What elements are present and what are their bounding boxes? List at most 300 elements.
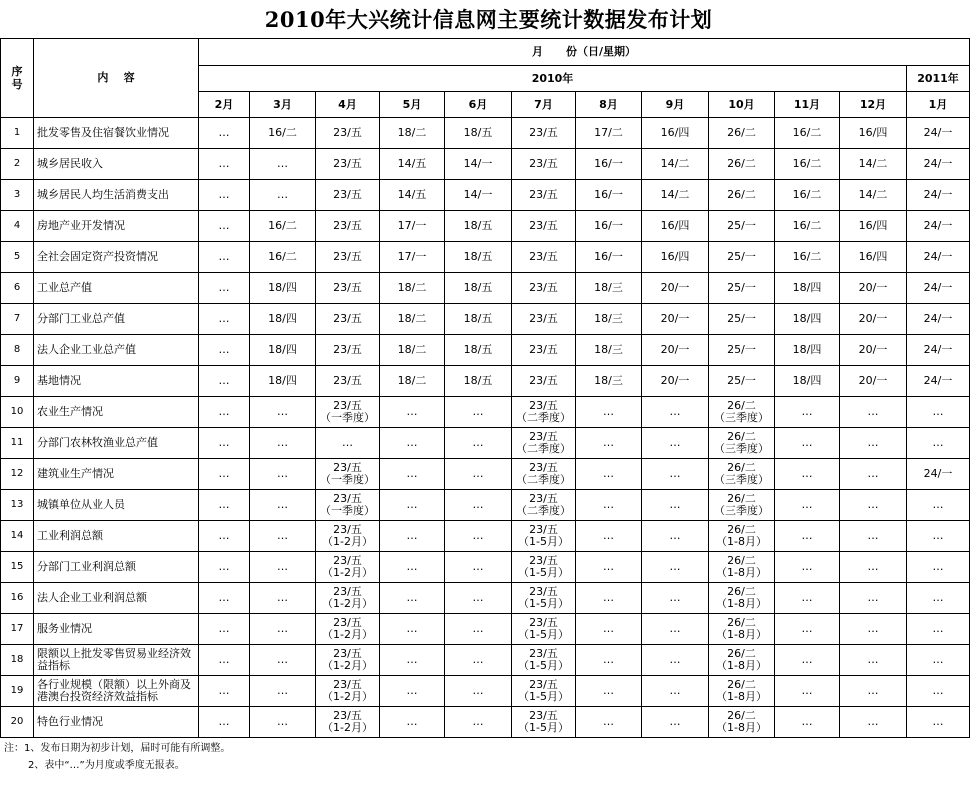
release-date: 16/四	[858, 250, 888, 263]
release-date: 23/五	[529, 399, 558, 412]
schedule-cell	[709, 707, 775, 738]
release-date: …	[218, 436, 230, 449]
release-date: …	[603, 715, 614, 728]
table-row	[1, 552, 970, 583]
release-date: 18/二	[397, 281, 427, 294]
schedule-cell	[316, 366, 380, 397]
schedule-cell	[907, 676, 970, 707]
schedule-cell	[380, 273, 445, 304]
schedule-cell	[199, 242, 250, 273]
release-date: 14/二	[660, 157, 690, 170]
release-date: 17/一	[397, 250, 427, 263]
row-content: 法人企业工业利润总额	[34, 583, 199, 614]
release-date: 24/一	[923, 188, 953, 201]
release-date: 23/五	[333, 312, 362, 325]
schedule-cell	[907, 149, 970, 180]
header-year-2010: 2010年	[199, 66, 907, 92]
release-date: 24/一	[923, 157, 953, 170]
schedule-cell	[840, 490, 907, 521]
table-row	[1, 180, 970, 211]
schedule-cell	[512, 366, 576, 397]
release-date: 23/五	[333, 399, 362, 412]
release-date: …	[277, 157, 288, 170]
release-date: 25/一	[727, 312, 756, 325]
release-date: …	[406, 653, 418, 666]
table-row	[1, 118, 970, 149]
row-seq: 4	[1, 211, 34, 242]
release-date: …	[406, 622, 418, 635]
schedule-cell	[709, 676, 775, 707]
release-date: …	[218, 405, 230, 418]
schedule-cell	[775, 459, 840, 490]
row-content: 分部门工业利润总额	[34, 552, 199, 583]
header-month: 3月	[250, 92, 316, 118]
header-month-group: 月 份（日/星期）	[199, 39, 970, 66]
row-content: 特色行业情况	[34, 707, 199, 738]
release-date: …	[603, 467, 614, 480]
release-date: …	[867, 622, 879, 635]
schedule-cell	[250, 366, 316, 397]
release-date: 18/三	[594, 374, 623, 387]
release-date: 23/五	[529, 188, 558, 201]
release-date: 26/二	[727, 585, 756, 598]
release-period: （1-8月）	[716, 566, 767, 579]
release-date: 16/四	[858, 219, 888, 232]
release-period: （1-2月）	[322, 566, 373, 579]
release-date: 23/五	[333, 616, 362, 629]
release-date: …	[218, 374, 230, 387]
release-period: （1-2月）	[322, 659, 373, 672]
release-date: …	[932, 529, 944, 542]
schedule-cell	[907, 583, 970, 614]
schedule-cell	[907, 397, 970, 428]
schedule-cell	[642, 614, 709, 645]
schedule-cell	[709, 428, 775, 459]
release-date: …	[603, 560, 614, 573]
release-date: …	[218, 498, 230, 511]
schedule-cell	[250, 521, 316, 552]
schedule-cell	[907, 521, 970, 552]
schedule-cell	[316, 583, 380, 614]
schedule-cell	[642, 583, 709, 614]
release-date: …	[218, 219, 230, 232]
release-period: （1-8月）	[716, 597, 767, 610]
schedule-cell	[775, 273, 840, 304]
schedule-cell	[775, 304, 840, 335]
row-seq: 18	[1, 645, 34, 676]
release-period: （二季度）	[516, 442, 571, 455]
schedule-cell	[445, 366, 512, 397]
schedule-cell	[642, 459, 709, 490]
header-month: 12月	[840, 92, 907, 118]
row-content: 基地情况	[34, 366, 199, 397]
release-date: 14/二	[858, 188, 888, 201]
schedule-cell	[840, 211, 907, 242]
schedule-cell	[316, 614, 380, 645]
release-date: 23/五	[333, 157, 362, 170]
release-date: 25/一	[727, 250, 756, 263]
schedule-cell	[576, 583, 642, 614]
schedule-cell	[642, 211, 709, 242]
schedule-cell	[199, 211, 250, 242]
row-content: 工业利润总额	[34, 521, 199, 552]
release-date: 20/一	[858, 343, 888, 356]
release-period: （1-5月）	[518, 628, 569, 641]
schedule-cell	[576, 149, 642, 180]
release-date: 25/一	[727, 281, 756, 294]
release-date: 26/二	[727, 492, 756, 505]
release-date: …	[669, 467, 681, 480]
header-month: 5月	[380, 92, 445, 118]
release-date: …	[472, 405, 484, 418]
release-date: …	[801, 653, 813, 666]
schedule-cell	[380, 459, 445, 490]
release-date: …	[277, 622, 288, 635]
schedule-cell	[642, 304, 709, 335]
row-seq: 2	[1, 149, 34, 180]
schedule-cell	[445, 583, 512, 614]
release-period: （1-8月）	[716, 690, 767, 703]
header-month: 7月	[512, 92, 576, 118]
schedule-cell	[576, 211, 642, 242]
header-month: 2月	[199, 92, 250, 118]
schedule-cell	[512, 149, 576, 180]
release-date: 16/二	[268, 219, 297, 232]
schedule-cell	[576, 490, 642, 521]
schedule-cell	[512, 614, 576, 645]
release-date: 23/五	[529, 461, 558, 474]
schedule-cell	[775, 490, 840, 521]
schedule-cell	[709, 521, 775, 552]
schedule-cell	[840, 428, 907, 459]
schedule-cell	[576, 459, 642, 490]
schedule-cell	[199, 645, 250, 676]
release-period: （二季度）	[516, 473, 571, 486]
release-date: 18/五	[463, 126, 493, 139]
schedule-cell	[907, 459, 970, 490]
row-content: 分部门工业总产值	[34, 304, 199, 335]
release-date: 14/一	[463, 157, 493, 170]
release-date: …	[867, 560, 879, 573]
release-date: …	[801, 591, 813, 604]
schedule-cell	[445, 242, 512, 273]
schedule-cell	[576, 118, 642, 149]
release-date: 18/四	[792, 374, 822, 387]
schedule-cell	[316, 149, 380, 180]
release-date: …	[669, 653, 681, 666]
schedule-cell	[445, 304, 512, 335]
table-row	[1, 521, 970, 552]
release-date: …	[603, 684, 614, 697]
row-seq: 10	[1, 397, 34, 428]
release-date: 24/一	[923, 343, 953, 356]
release-date: …	[277, 467, 288, 480]
release-date: 24/一	[923, 250, 953, 263]
release-date: …	[218, 467, 230, 480]
row-seq: 12	[1, 459, 34, 490]
release-date: …	[669, 405, 681, 418]
schedule-cell	[775, 614, 840, 645]
schedule-cell	[445, 614, 512, 645]
release-date: 20/一	[660, 374, 690, 387]
schedule-cell	[250, 490, 316, 521]
schedule-cell	[907, 552, 970, 583]
schedule-cell	[840, 645, 907, 676]
release-date: 23/五	[529, 157, 558, 170]
release-date: 18/四	[268, 374, 297, 387]
schedule-cell	[907, 614, 970, 645]
release-date: 26/二	[727, 430, 756, 443]
release-date: 25/一	[727, 219, 756, 232]
schedule-cell	[380, 614, 445, 645]
release-date: …	[277, 653, 288, 666]
release-date: …	[277, 436, 288, 449]
schedule-cell	[642, 428, 709, 459]
schedule-cell	[512, 335, 576, 366]
release-date: 23/五	[529, 374, 558, 387]
row-seq: 17	[1, 614, 34, 645]
schedule-cell	[380, 552, 445, 583]
schedule-cell	[380, 521, 445, 552]
schedule-cell	[907, 428, 970, 459]
release-date: 26/二	[727, 461, 756, 474]
header-year-2011: 2011年	[907, 66, 970, 92]
release-date: 26/二	[727, 554, 756, 567]
row-content: 分部门农林牧渔业总产值	[34, 428, 199, 459]
release-date: …	[277, 560, 288, 573]
release-date: …	[603, 436, 614, 449]
release-date: …	[801, 529, 813, 542]
schedule-cell	[250, 149, 316, 180]
schedule-cell	[445, 335, 512, 366]
schedule-cell	[380, 304, 445, 335]
release-date: 16/二	[792, 250, 822, 263]
table-row	[1, 614, 970, 645]
schedule-cell	[199, 118, 250, 149]
release-period: （1-8月）	[716, 721, 767, 734]
schedule-cell	[709, 614, 775, 645]
schedule-cell	[316, 335, 380, 366]
row-seq: 9	[1, 366, 34, 397]
schedule-cell	[250, 304, 316, 335]
table-row	[1, 397, 970, 428]
schedule-cell	[199, 521, 250, 552]
release-date: …	[218, 250, 230, 263]
release-date: …	[669, 498, 681, 511]
schedule-cell	[907, 180, 970, 211]
schedule-cell	[199, 304, 250, 335]
schedule-cell	[199, 552, 250, 583]
release-date: …	[932, 560, 944, 573]
schedule-cell	[250, 118, 316, 149]
release-date: …	[801, 405, 813, 418]
release-date: …	[342, 436, 353, 449]
schedule-cell	[576, 521, 642, 552]
schedule-cell	[840, 180, 907, 211]
release-date: 24/一	[923, 467, 953, 480]
release-date: 23/五	[529, 523, 558, 536]
release-date: 25/一	[727, 343, 756, 356]
release-date: …	[218, 529, 230, 542]
release-date: …	[867, 405, 879, 418]
release-date: …	[277, 591, 288, 604]
release-date: …	[603, 591, 614, 604]
schedule-cell	[576, 366, 642, 397]
release-date: …	[932, 684, 944, 697]
release-date: 23/五	[333, 219, 362, 232]
schedule-cell	[642, 149, 709, 180]
release-period: （1-2月）	[322, 597, 373, 610]
schedule-cell	[250, 459, 316, 490]
table-row	[1, 459, 970, 490]
schedule-cell	[775, 180, 840, 211]
row-content: 建筑业生产情况	[34, 459, 199, 490]
release-date: 24/一	[923, 219, 953, 232]
release-date: …	[406, 436, 418, 449]
release-date: …	[218, 560, 230, 573]
release-period: （一季度）	[320, 411, 375, 424]
schedule-cell	[642, 273, 709, 304]
row-content: 房地产业开发情况	[34, 211, 199, 242]
schedule-cell	[709, 118, 775, 149]
schedule-cell	[642, 397, 709, 428]
release-date: 23/五	[529, 126, 558, 139]
schedule-cell	[512, 397, 576, 428]
release-date: 23/五	[529, 616, 558, 629]
row-seq: 1	[1, 118, 34, 149]
schedule-cell	[445, 552, 512, 583]
schedule-cell	[775, 583, 840, 614]
release-date: 23/五	[333, 281, 362, 294]
schedule-cell	[576, 676, 642, 707]
schedule-cell	[316, 428, 380, 459]
release-date: 23/五	[333, 188, 362, 201]
release-date: …	[867, 653, 879, 666]
schedule-cell	[445, 676, 512, 707]
schedule-cell	[840, 397, 907, 428]
schedule-cell	[775, 521, 840, 552]
footnotes	[4, 740, 230, 774]
schedule-cell	[576, 614, 642, 645]
row-seq: 11	[1, 428, 34, 459]
schedule-cell	[775, 211, 840, 242]
schedule-cell	[512, 428, 576, 459]
schedule-cell	[709, 583, 775, 614]
row-seq: 16	[1, 583, 34, 614]
schedule-cell	[316, 707, 380, 738]
release-date: 14/二	[660, 188, 690, 201]
schedule-cell	[199, 397, 250, 428]
release-date: 23/五	[333, 374, 362, 387]
release-period: （三季度）	[714, 504, 769, 517]
schedule-cell	[840, 149, 907, 180]
row-content: 各行业规模（限额）以上外商及港澳台投资经济效益指标	[34, 676, 199, 707]
schedule-cell	[380, 707, 445, 738]
table-row	[1, 366, 970, 397]
release-date: 16/四	[858, 126, 888, 139]
release-date: 14/五	[397, 188, 427, 201]
schedule-cell	[709, 211, 775, 242]
release-date: …	[406, 684, 418, 697]
row-content: 全社会固定资产投资情况	[34, 242, 199, 273]
release-period: （三季度）	[714, 473, 769, 486]
schedule-cell	[380, 583, 445, 614]
release-date: …	[218, 715, 230, 728]
schedule-cell	[445, 521, 512, 552]
schedule-cell	[709, 304, 775, 335]
schedule-cell	[775, 335, 840, 366]
schedule-cell	[250, 645, 316, 676]
footnote-2: 2、表中“…”为月度或季度无报表。	[28, 760, 185, 771]
release-date: …	[932, 436, 944, 449]
schedule-cell	[380, 118, 445, 149]
row-seq: 13	[1, 490, 34, 521]
schedule-cell	[445, 180, 512, 211]
header-content: 内 容	[34, 39, 199, 118]
release-date: 17/二	[594, 126, 623, 139]
schedule-cell	[445, 459, 512, 490]
release-date: 23/五	[333, 126, 362, 139]
schedule-cell	[250, 242, 316, 273]
row-seq: 6	[1, 273, 34, 304]
release-date: 18/四	[268, 312, 297, 325]
release-date: 23/五	[529, 343, 558, 356]
release-date: 16/二	[268, 126, 297, 139]
schedule-cell	[316, 304, 380, 335]
schedule-cell	[199, 273, 250, 304]
header-month: 1月	[907, 92, 970, 118]
header-seq-char-2: 号	[11, 78, 23, 91]
release-date: 23/五	[529, 554, 558, 567]
schedule-cell	[576, 645, 642, 676]
release-date: …	[932, 405, 944, 418]
release-date: 23/五	[333, 250, 362, 263]
schedule-cell	[380, 676, 445, 707]
schedule-cell	[250, 273, 316, 304]
release-date: 14/二	[858, 157, 888, 170]
schedule-cell	[445, 645, 512, 676]
schedule-cell	[380, 366, 445, 397]
table-row	[1, 490, 970, 521]
release-date: 18/二	[397, 374, 427, 387]
release-date: 14/五	[397, 157, 427, 170]
table-row	[1, 707, 970, 738]
schedule-cell	[445, 211, 512, 242]
release-date: …	[867, 498, 879, 511]
release-date: …	[472, 498, 484, 511]
release-date: 23/五	[529, 250, 558, 263]
schedule-cell	[775, 676, 840, 707]
release-date: 18/五	[463, 219, 493, 232]
schedule-cell	[512, 552, 576, 583]
header-month: 9月	[642, 92, 709, 118]
release-date: 20/一	[660, 281, 690, 294]
schedule-cell	[709, 397, 775, 428]
release-date: …	[472, 436, 484, 449]
release-date: 18/五	[463, 343, 493, 356]
release-date: …	[932, 653, 944, 666]
release-date: …	[218, 653, 230, 666]
schedule-cell	[512, 211, 576, 242]
release-date: 24/一	[923, 312, 953, 325]
schedule-cell	[380, 180, 445, 211]
schedule-cell	[907, 707, 970, 738]
schedule-cell	[709, 645, 775, 676]
release-date: …	[218, 622, 230, 635]
release-date: 18/二	[397, 343, 427, 356]
schedule-cell	[576, 242, 642, 273]
table-row	[1, 304, 970, 335]
